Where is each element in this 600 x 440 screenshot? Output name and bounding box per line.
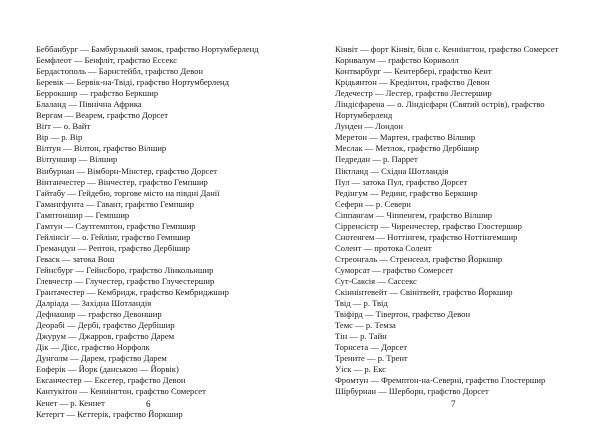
glossary-entry: Кетергт — Кеттерік, графство Йоркшир [36, 408, 183, 419]
glossary-entry: Скіннінтевейт — Свінітвейт, графство Йоркшир [335, 287, 513, 298]
glossary-entry: Сефери — р. Северн [335, 198, 411, 209]
glossary-entry: Кантукітон — Кеннінгтон, графство Сомерсет [36, 386, 206, 397]
glossary-entry: Дік — Дісс, графство Норфолк [36, 342, 150, 353]
glossary-entry: Вілтуншир — Вілшир [36, 154, 118, 165]
glossary-entry: Меслак — Метлок, графство Дербішир [335, 143, 480, 154]
glossary-entry: Геваск — затока Вош [36, 253, 115, 264]
glossary-entry: Джурум — Джарров, графство Дарем [36, 331, 175, 342]
glossary-entry: Вергам — Веарем, графство Дорсет [36, 110, 168, 121]
glossary-entry: Глевчестр — Глучестер, графство Глучестершир [36, 275, 215, 286]
glossary-entry: Ледечестр — Лестер, графство Лестершир [335, 88, 492, 99]
glossary-entry: Корнвалум — графство Корнволл [335, 55, 459, 66]
glossary-entry: Твід — р. Твід [335, 298, 388, 309]
glossary-entry: Беревік — Бервік-на-Твіді, графство Нортумберленд [36, 77, 229, 88]
glossary-entry: Вінтанчестер — Вінчестер, графство Гемпшир [36, 176, 208, 187]
glossary-entry: Гейнсбург — Гейнсборо, графство Лінкольншир [36, 264, 214, 275]
glossary-entry: Сірренсістр — Чиренчестер, графство Глостершир [335, 220, 522, 231]
glossary-entry: Еоферік — Йорк (данською — Йорвік) [36, 364, 179, 375]
glossary-entry: Фромтун — Фремптон-на-Северні, графство Глостершир [335, 375, 546, 386]
glossary-entry: Редінгум — Рединг, графство Беркшир [335, 187, 478, 198]
page-number: 7 [451, 399, 456, 409]
glossary-entry: Вілтун — Вілтон, графство Вілшир [36, 143, 167, 154]
glossary-entry: Дунголм — Дарем, графство Дарем [36, 353, 167, 364]
glossary-entry: Стреонгаль — Стренсеал, графство Йоркшир [335, 253, 503, 264]
glossary-entry: Деорабі — Дербі, графство Дербішир [36, 320, 175, 331]
glossary-entry: Трените — р. Трент [335, 353, 408, 364]
glossary-entry: Вір — р. Вір [36, 132, 83, 143]
glossary-entry: Вінбурнан — Вімборн-Мінстер, графство Дорсет [36, 165, 218, 176]
glossary-entry: Гамтун — Саутгемптон, графство Гемпшир [36, 220, 196, 231]
glossary-entry: Грантачестер — Кембридж, графство Кембриджшир [36, 287, 229, 298]
glossary-entry: Беббанбург — Бамбурзький замок, графство Нортумберленд [36, 44, 259, 54]
glossary-entry: Гайтабу — Гейдебю, торгове місто на півдні Данії [36, 187, 220, 198]
glossary-entry: Контварбург — Кентербері, графство Кент [335, 66, 492, 77]
glossary-entry: Крідьянтон — Кредінтон, графство Девон [335, 77, 490, 88]
glossary-entry: Нортумберленд [335, 110, 393, 121]
glossary-entry: Торнсета — Дорсет [335, 342, 408, 353]
glossary-entry: Лунден — Лондон [335, 121, 403, 132]
glossary-entry: Солент — протока Солент [335, 242, 432, 253]
glossary-entry: Кінвіт — форт Кінвіт, біля с. Кеннінгтон, графство Сомерсет [335, 44, 559, 54]
glossary-entry: Сіппангам — Чіппенгем, графство Вілшир [335, 209, 493, 220]
glossary-entry: Суморсат — графство Сомерсет [335, 264, 454, 275]
glossary-entry: Піктланд — Східна Шотландія [335, 165, 449, 176]
glossary-entry: Беррокшир — графство Беркшир [36, 88, 159, 99]
glossary-entry: Дефнашир — графство Девоншир [36, 309, 162, 320]
glossary-entry: Віґт — о. Вайт [36, 121, 91, 132]
glossary-entry: Блаланд — Північна Африка [36, 99, 142, 110]
glossary-entry: Тін — р. Тайн [335, 331, 387, 342]
glossary-entry: Снотенгем — Ноттінгем, графство Ноттінгемшир [335, 231, 518, 242]
glossary-entry: Твіфірд — Тівертон, графство Девон [335, 309, 471, 320]
glossary-entry: Уіск — р. Екс [335, 364, 386, 375]
glossary-entry: Темс — р. Темза [335, 320, 396, 331]
glossary-entry: Пул — затока Пул, графство Дорсет [335, 176, 468, 187]
glossary-entry: Меретон — Мартен, графство Вілшир [335, 132, 476, 143]
glossary-entry: Гремандун — Рептон, графство Дербішир [36, 242, 190, 253]
glossary-entry: Ексанчестер — Ексетер, графство Девон [36, 375, 186, 386]
glossary-entry: Гамангфунта — Гавант, графство Гемпшир [36, 198, 194, 209]
glossary-entry: Далріада — Західна Шотландія [36, 298, 152, 309]
glossary-entry: Сут-Саксія — Сассекс [335, 275, 417, 286]
glossary-entry: Шірбурнан — Шерборн, графство Дорсет [335, 386, 489, 397]
glossary-list-left [36, 44, 296, 420]
glossary-entry: Бемфлеот — Бенфліт, графство Ессекс [36, 55, 178, 66]
glossary-entry: Кенет — р. Кеннет [36, 397, 105, 408]
page-number: 6 [146, 399, 151, 409]
glossary-entry: Педредан — р. Паррет [335, 154, 418, 165]
right-page [300, 0, 600, 440]
glossary-entry: Гамптоншир — Гемпшир [36, 209, 130, 220]
glossary-list-right [335, 44, 597, 398]
glossary-entry: Бердастополь — Барнстейбл, графство Девон [36, 66, 204, 77]
glossary-entry: Ліндісфарена — о. Ліндісфарн (Святий острів), графство [335, 99, 545, 110]
glossary-entry: Гейлінсіґ — о. Гейлінг, графство Гемпшир [36, 231, 191, 242]
